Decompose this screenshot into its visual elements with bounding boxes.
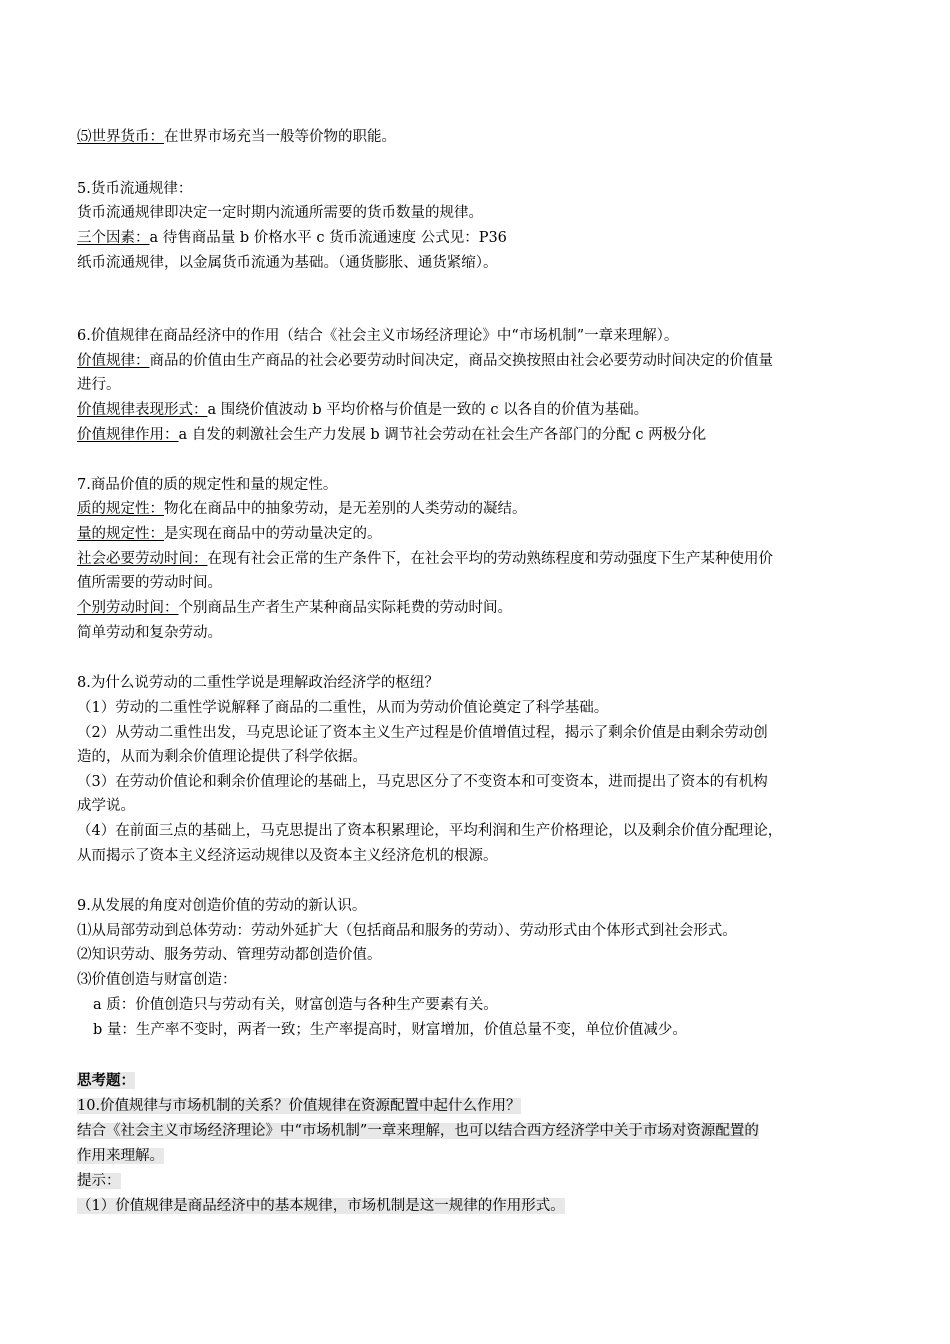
think-q10-text-1: 结合《社会主义市场经济理论》中“市场机制”一章来理解，也可以结合西方经济学中关于市场对资源配置的 bbox=[77, 1123, 759, 1139]
s7-indiv-text: 个别商品生产者生产某种商品实际耗费的劳动时间。 bbox=[178, 600, 512, 616]
s8-title: 8.为什么说劳动的二重性学说是理解政治经济学的枢纽？ bbox=[77, 675, 439, 691]
world-money-text: 在世界市场充当一般等价物的职能。 bbox=[164, 129, 396, 145]
s6-form-text: a 围绕价值波动 b 平均价格与价值是一致的 c 以各自的价值为基础。 bbox=[207, 402, 649, 418]
s7-indiv-line bbox=[77, 599, 512, 617]
s7-snlt-text-1: 在现有社会正常的生产条件下，在社会平均的劳动熟练程度和劳动强度下生产某种使用价 bbox=[207, 551, 773, 567]
think-q10: 10.价值规律与市场机制的关系？价值规律在资源配置中起什么作用？ bbox=[77, 1098, 521, 1114]
s5-title: 5.货币流通规律： bbox=[77, 181, 193, 197]
s6-role-text: a 自发的刺激社会生产力发展 b 调节社会劳动在社会生产各部门的分配 c 两极分化 bbox=[178, 427, 707, 443]
s7-last: 简单劳动和复杂劳动。 bbox=[77, 625, 222, 641]
s7-quantity-term: 量的规定性： bbox=[77, 526, 164, 542]
s8-p2-2: 造的，从而为剩余价值理论提供了科学依据。 bbox=[77, 749, 367, 765]
s5-line3: 纸币流通规律，以金属货币流通为基础。（通货膨胀、通货紧缩）。 bbox=[77, 255, 498, 271]
think-hint-1-line bbox=[77, 1197, 565, 1215]
s6-form-term: 价值规律表现形式： bbox=[77, 402, 208, 418]
s7-indiv-term: 个别劳动时间： bbox=[77, 600, 179, 616]
s6-form-line bbox=[77, 401, 648, 419]
world-money-term: ⑸世界货币： bbox=[77, 129, 164, 145]
s7-snlt-line bbox=[77, 550, 773, 568]
think-q10-text-2: 作用来理解。 bbox=[77, 1148, 164, 1164]
s5-line1: 货币流通规律即决定一定时期内流通所需要的货币数量的规律。 bbox=[77, 205, 483, 221]
s7-snlt-term: 社会必要劳动时间： bbox=[77, 551, 208, 567]
think-hint-1: （1）价值规律是商品经济中的基本规律，市场机制是这一规律的作用形式。 bbox=[77, 1198, 565, 1214]
s6-law-term: 价值规律： bbox=[77, 353, 150, 369]
s5-factors-line bbox=[77, 229, 507, 247]
s7-quality-text: 物化在商品中的抽象劳动，是无差别的人类劳动的凝结。 bbox=[164, 501, 527, 517]
s8-p3-1: （3）在劳动价值论和剩余价值理论的基础上，马克思区分了不变资本和可变资本，进而提出了资本的有机构 bbox=[77, 774, 768, 790]
think-q10-text-1-line bbox=[77, 1122, 759, 1140]
s7-quantity-line bbox=[77, 525, 382, 543]
s8-p3-2: 成学说。 bbox=[77, 798, 135, 814]
s7-title: 7.商品价值的质的规定性和量的规定性。 bbox=[77, 477, 338, 493]
s7-quality-term: 质的规定性： bbox=[77, 501, 164, 517]
s9-item-2: ⑵知识劳动、服务劳动、管理劳动都创造价值。 bbox=[77, 947, 382, 963]
s7-quantity-text: 是实现在商品中的劳动量决定的。 bbox=[164, 526, 382, 542]
s5-factors-text: a 待售商品量 b 价格水平 c 货币流通速度 公式见：P36 bbox=[149, 230, 507, 246]
s5-factors-term: 三个因素： bbox=[77, 230, 150, 246]
s6-role-line bbox=[77, 426, 706, 444]
s8-p4-1: （4）在前面三点的基础上，马克思提出了资本积累理论，平均利润和生产价格理论，以及剩余价值分配理论， bbox=[77, 823, 783, 839]
s9-item-1: ⑴从局部劳动到总体劳动：劳动外延扩大（包括商品和服务的劳动）、劳动形式由个体形式到社会形式。 bbox=[77, 923, 737, 939]
s8-p1: （1）劳动的二重性学说解释了商品的二重性，从而为劳动价值论奠定了科学基础。 bbox=[77, 700, 609, 716]
s6-title: 6.价值规律在商品经济中的作用（结合《社会主义市场经济理论》中“市场机制”一章来理解）。 bbox=[77, 328, 679, 344]
s9-sub-a: a 质：价值创造只与劳动有关，财富创造与各种生产要素有关。 bbox=[93, 997, 498, 1013]
think-q10-line bbox=[77, 1097, 521, 1115]
s9-sub-b: b 量：生产率不变时，两者一致；生产率提高时，财富增加，价值总量不变，单位价值减少。 bbox=[93, 1022, 687, 1038]
think-hint-line bbox=[77, 1172, 121, 1190]
think-heading-line bbox=[77, 1072, 135, 1090]
s8-p4-2: 从而揭示了资本主义经济运动规律以及资本主义经济危机的根源。 bbox=[77, 848, 498, 864]
think-heading: 思考题： bbox=[77, 1072, 135, 1089]
s6-role-term: 价值规律作用： bbox=[77, 427, 179, 443]
think-q10-text-2-line bbox=[77, 1147, 164, 1165]
s6-law-text-2: 进行。 bbox=[77, 377, 121, 393]
s7-quality-line bbox=[77, 500, 527, 518]
s9-title: 9.从发展的角度对创造价值的劳动的新认识。 bbox=[77, 898, 367, 914]
s8-p2-1: （2）从劳动二重性出发，马克思论证了资本主义生产过程是价值增值过程，揭示了剩余价值是由剩余劳动创 bbox=[77, 725, 768, 741]
s7-snlt-text-2: 值所需要的劳动时间。 bbox=[77, 575, 222, 591]
think-hint: 提示： bbox=[77, 1173, 121, 1189]
s6-law-text-1: 商品的价值由生产商品的社会必要劳动时间决定，商品交换按照由社会必要劳动时间决定的价值量 bbox=[149, 353, 773, 369]
s6-law-line bbox=[77, 352, 773, 370]
world-money-line bbox=[77, 128, 396, 146]
s9-item-3: ⑶价值创造与财富创造： bbox=[77, 972, 237, 988]
